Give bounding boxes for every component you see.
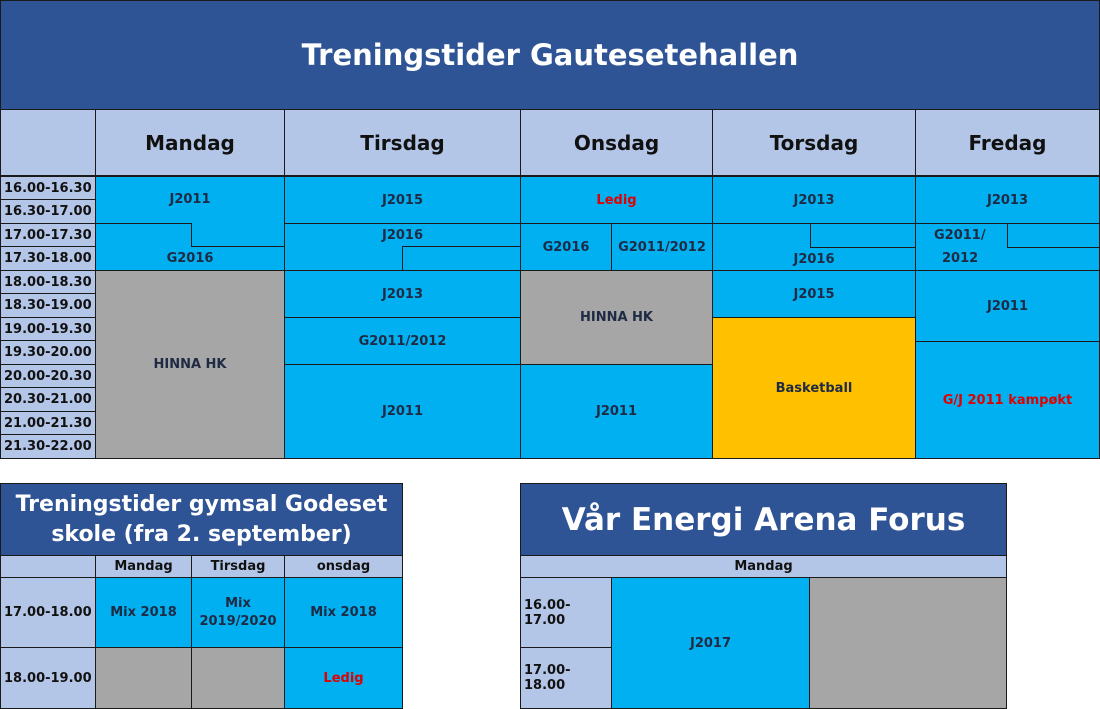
godeset-tirsdag-label: Mix (225, 595, 251, 611)
mandag-session-hinna: HINNA HK (95, 270, 285, 459)
godeset-tirsdag-label: 2019/2020 (199, 613, 277, 629)
time-slot: 19.00-19.30 (0, 317, 96, 341)
onsdag-session-ledig: Ledig (520, 176, 713, 224)
time-slot: 19.30-20.00 (0, 340, 96, 365)
tirsdag-session-j2013: J2013 (284, 270, 521, 318)
godeset-title (0, 483, 403, 556)
godeset-mandag-mix2018: Mix 2018 (95, 577, 192, 648)
day-header-fredag: Fredag (915, 109, 1100, 176)
time-slot: 18.00-18.30 (0, 270, 96, 294)
tirsdag-session-j2011: J2011 (284, 364, 521, 459)
time-slot: 17.00-17.30 (0, 223, 96, 247)
fredag-session-j2011: J2011 (915, 270, 1100, 342)
day-header-torsdag: Torsdag (712, 109, 916, 176)
step-divider (191, 223, 192, 246)
forus-title-text: Vår Energi Arena Forus (561, 501, 966, 538)
step-divider (810, 247, 915, 248)
step-divider (810, 224, 811, 247)
forus-time-slot: 17.00-18.00 (520, 647, 612, 709)
godeset-mandag-occupied (95, 647, 192, 709)
step-divider (191, 246, 285, 247)
step-divider (96, 223, 192, 224)
forus-day-mandag: Mandag (520, 555, 1007, 578)
godeset-day-mandag: Mandag (95, 555, 192, 578)
day-header-onsdag: Onsdag (520, 109, 713, 176)
mandag-session-label: G2016 (166, 251, 214, 266)
torsdag-session-j2013: J2013 (712, 176, 916, 224)
time-slot: 21.00-21.30 (0, 411, 96, 435)
time-slot: 16.30-17.00 (0, 199, 96, 224)
tirsdag-session-g2011: G2011/2012 (284, 317, 521, 365)
godeset-time-slot: 18.00-19.00 (0, 647, 96, 709)
mandag-session-j2011 (95, 176, 285, 271)
step-divider (1007, 224, 1008, 247)
torsdag-session-j2016 (712, 223, 916, 271)
fredag-session-label: 2012 (942, 251, 979, 266)
time-slot: 18.30-19.00 (0, 293, 96, 318)
fredag-session-kampokt: G/J 2011 kampøkt (915, 341, 1100, 459)
fredag-session-j2013: J2013 (915, 176, 1100, 224)
fredag-session-g2011 (915, 223, 1100, 271)
onsdag-session-j2011: J2011 (520, 364, 713, 459)
torsdag-session-j2015: J2015 (712, 270, 916, 318)
time-slot: 16.00-16.30 (0, 176, 96, 200)
godeset-day-tirsdag: Tirsdag (191, 555, 285, 578)
step-divider (402, 246, 520, 247)
forus-time-slot: 16.00-17.00 (520, 577, 612, 648)
mandag-session-label: J2011 (169, 192, 211, 207)
godeset-day-onsdag: onsdag (284, 555, 403, 578)
time-slot: 20.00-20.30 (0, 364, 96, 388)
forus-session-j2017: J2017 (611, 577, 810, 709)
onsdag-session-g2011: G2011/2012 (611, 223, 713, 271)
godeset-tirsdag-mix (191, 577, 285, 648)
tirsdag-session-j2016 (284, 223, 521, 271)
day-header-mandag: Mandag (95, 109, 285, 176)
onsdag-session-hinna: HINNA HK (520, 270, 713, 365)
torsdag-session-label: J2016 (793, 252, 835, 267)
godeset-time-slot: 17.00-18.00 (0, 577, 96, 648)
forus-title (520, 483, 1007, 556)
godeset-title-line: Treningstider gymsal Godeset (15, 491, 388, 517)
godeset-title-line: skole (fra 2. september) (51, 521, 352, 547)
torsdag-session-basketball: Basketball (712, 317, 916, 459)
day-header-tirsdag: Tirsdag (284, 109, 521, 176)
onsdag-session-g2016: G2016 (520, 223, 612, 271)
step-divider (402, 246, 403, 271)
time-slot: 21.30-22.00 (0, 434, 96, 459)
time-slot: 20.30-21.00 (0, 387, 96, 412)
main-title-text: Treningstider Gautesetehallen (301, 38, 799, 72)
forus-occupied (809, 577, 1007, 709)
godeset-header-corner (0, 555, 96, 578)
tirsdag-session-j2015: J2015 (284, 176, 521, 224)
godeset-tirsdag-occupied (191, 647, 285, 709)
fredag-session-label: G2011/ (934, 228, 986, 243)
main-title (0, 0, 1100, 110)
godeset-onsdag-ledig: Ledig (284, 647, 403, 709)
godeset-onsdag-mix2018: Mix 2018 (284, 577, 403, 648)
step-divider (1007, 247, 1099, 248)
time-slot: 17.30-18.00 (0, 246, 96, 271)
header-corner (0, 109, 96, 176)
tirsdag-session-label: J2016 (381, 228, 424, 243)
